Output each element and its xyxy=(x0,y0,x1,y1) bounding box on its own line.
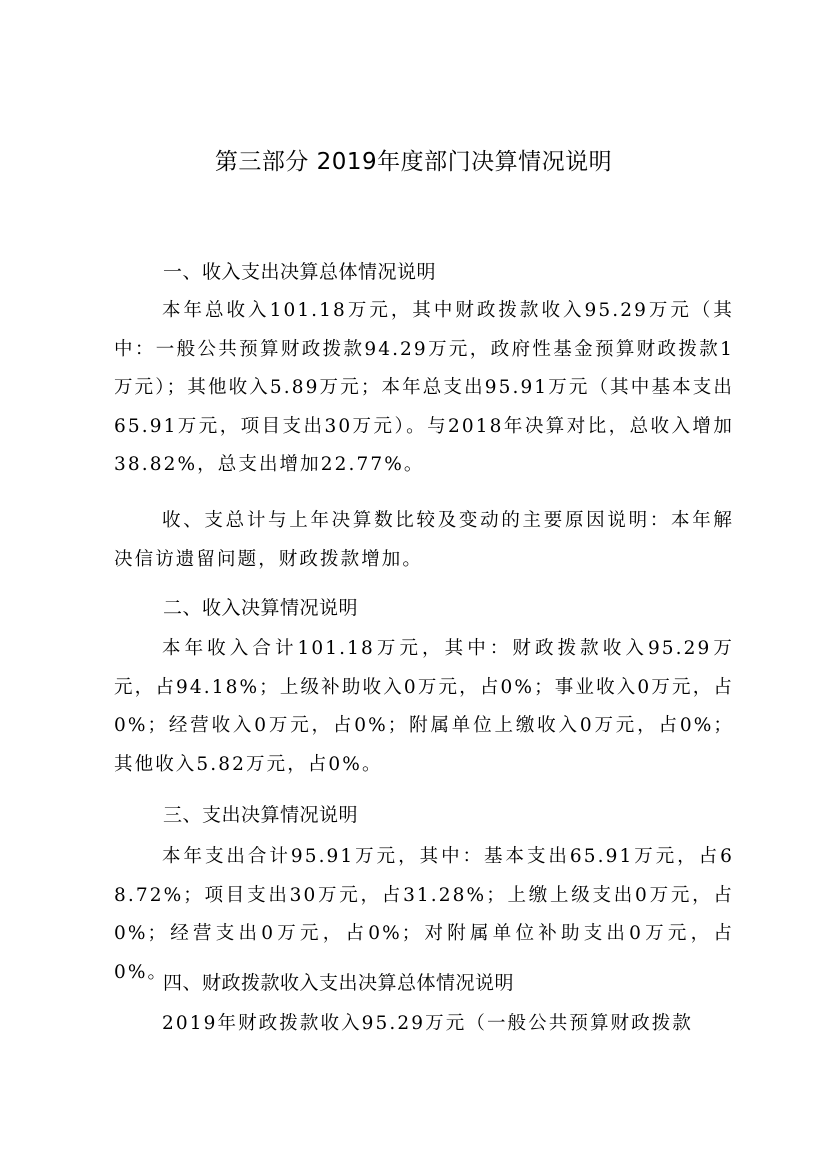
section-4-paragraph-1: 2019年财政拨款收入95.29万元（一般公共预算财政拨款 xyxy=(162,1013,693,1034)
document-title: 第三部分 2019年度部门决算情况说明 xyxy=(214,149,613,175)
section-3-paragraph-1: 本年支出合计95.91万元，其中：基本支出65.91万元，占68.72%；项目支出30万元，占31.28%；上缴上级支出0万元，占0%；经营支出0万元，占0%；对附属单位补助支出0万元，占0%。 xyxy=(114,846,734,983)
section-1-paragraph-1: 本年总收入101.18万元，其中财政拨款收入95.29万元（其中：一般公共预算财政拨款94.29万元，政府性基金预算财政拨款1万元）；其他收入5.89万元；本年总支出95.91万元（其中基本支出65.91万元，项目支出30万元）。与2018年决算对比，总收入增加38.82%，总支出增加22.77%。 xyxy=(114,300,734,475)
section-heading-2: 二、收入决算情况说明 xyxy=(163,597,359,619)
section-1-paragraph-2: 收、支总计与上年决算数比较及变动的主要原因说明：本年解决信访遗留问题，财政拨款增加。 xyxy=(114,510,734,570)
section-heading-1: 一、收入支出决算总体情况说明 xyxy=(163,261,437,283)
section-heading-3: 三、支出决算情况说明 xyxy=(163,804,359,826)
section-2-paragraph-1: 本年收入合计101.18万元，其中：财政拨款收入95.29万元，占94.18%；上级补助收入0万元，占0%；事业收入0万元，占0%；经营收入0万元，占0%；附属单位上缴收入0万元，占0%；其他收入5.82万元，占0%。 xyxy=(114,638,734,775)
section-heading-4: 四、财政拨款收入支出决算总体情况说明 xyxy=(163,972,515,994)
